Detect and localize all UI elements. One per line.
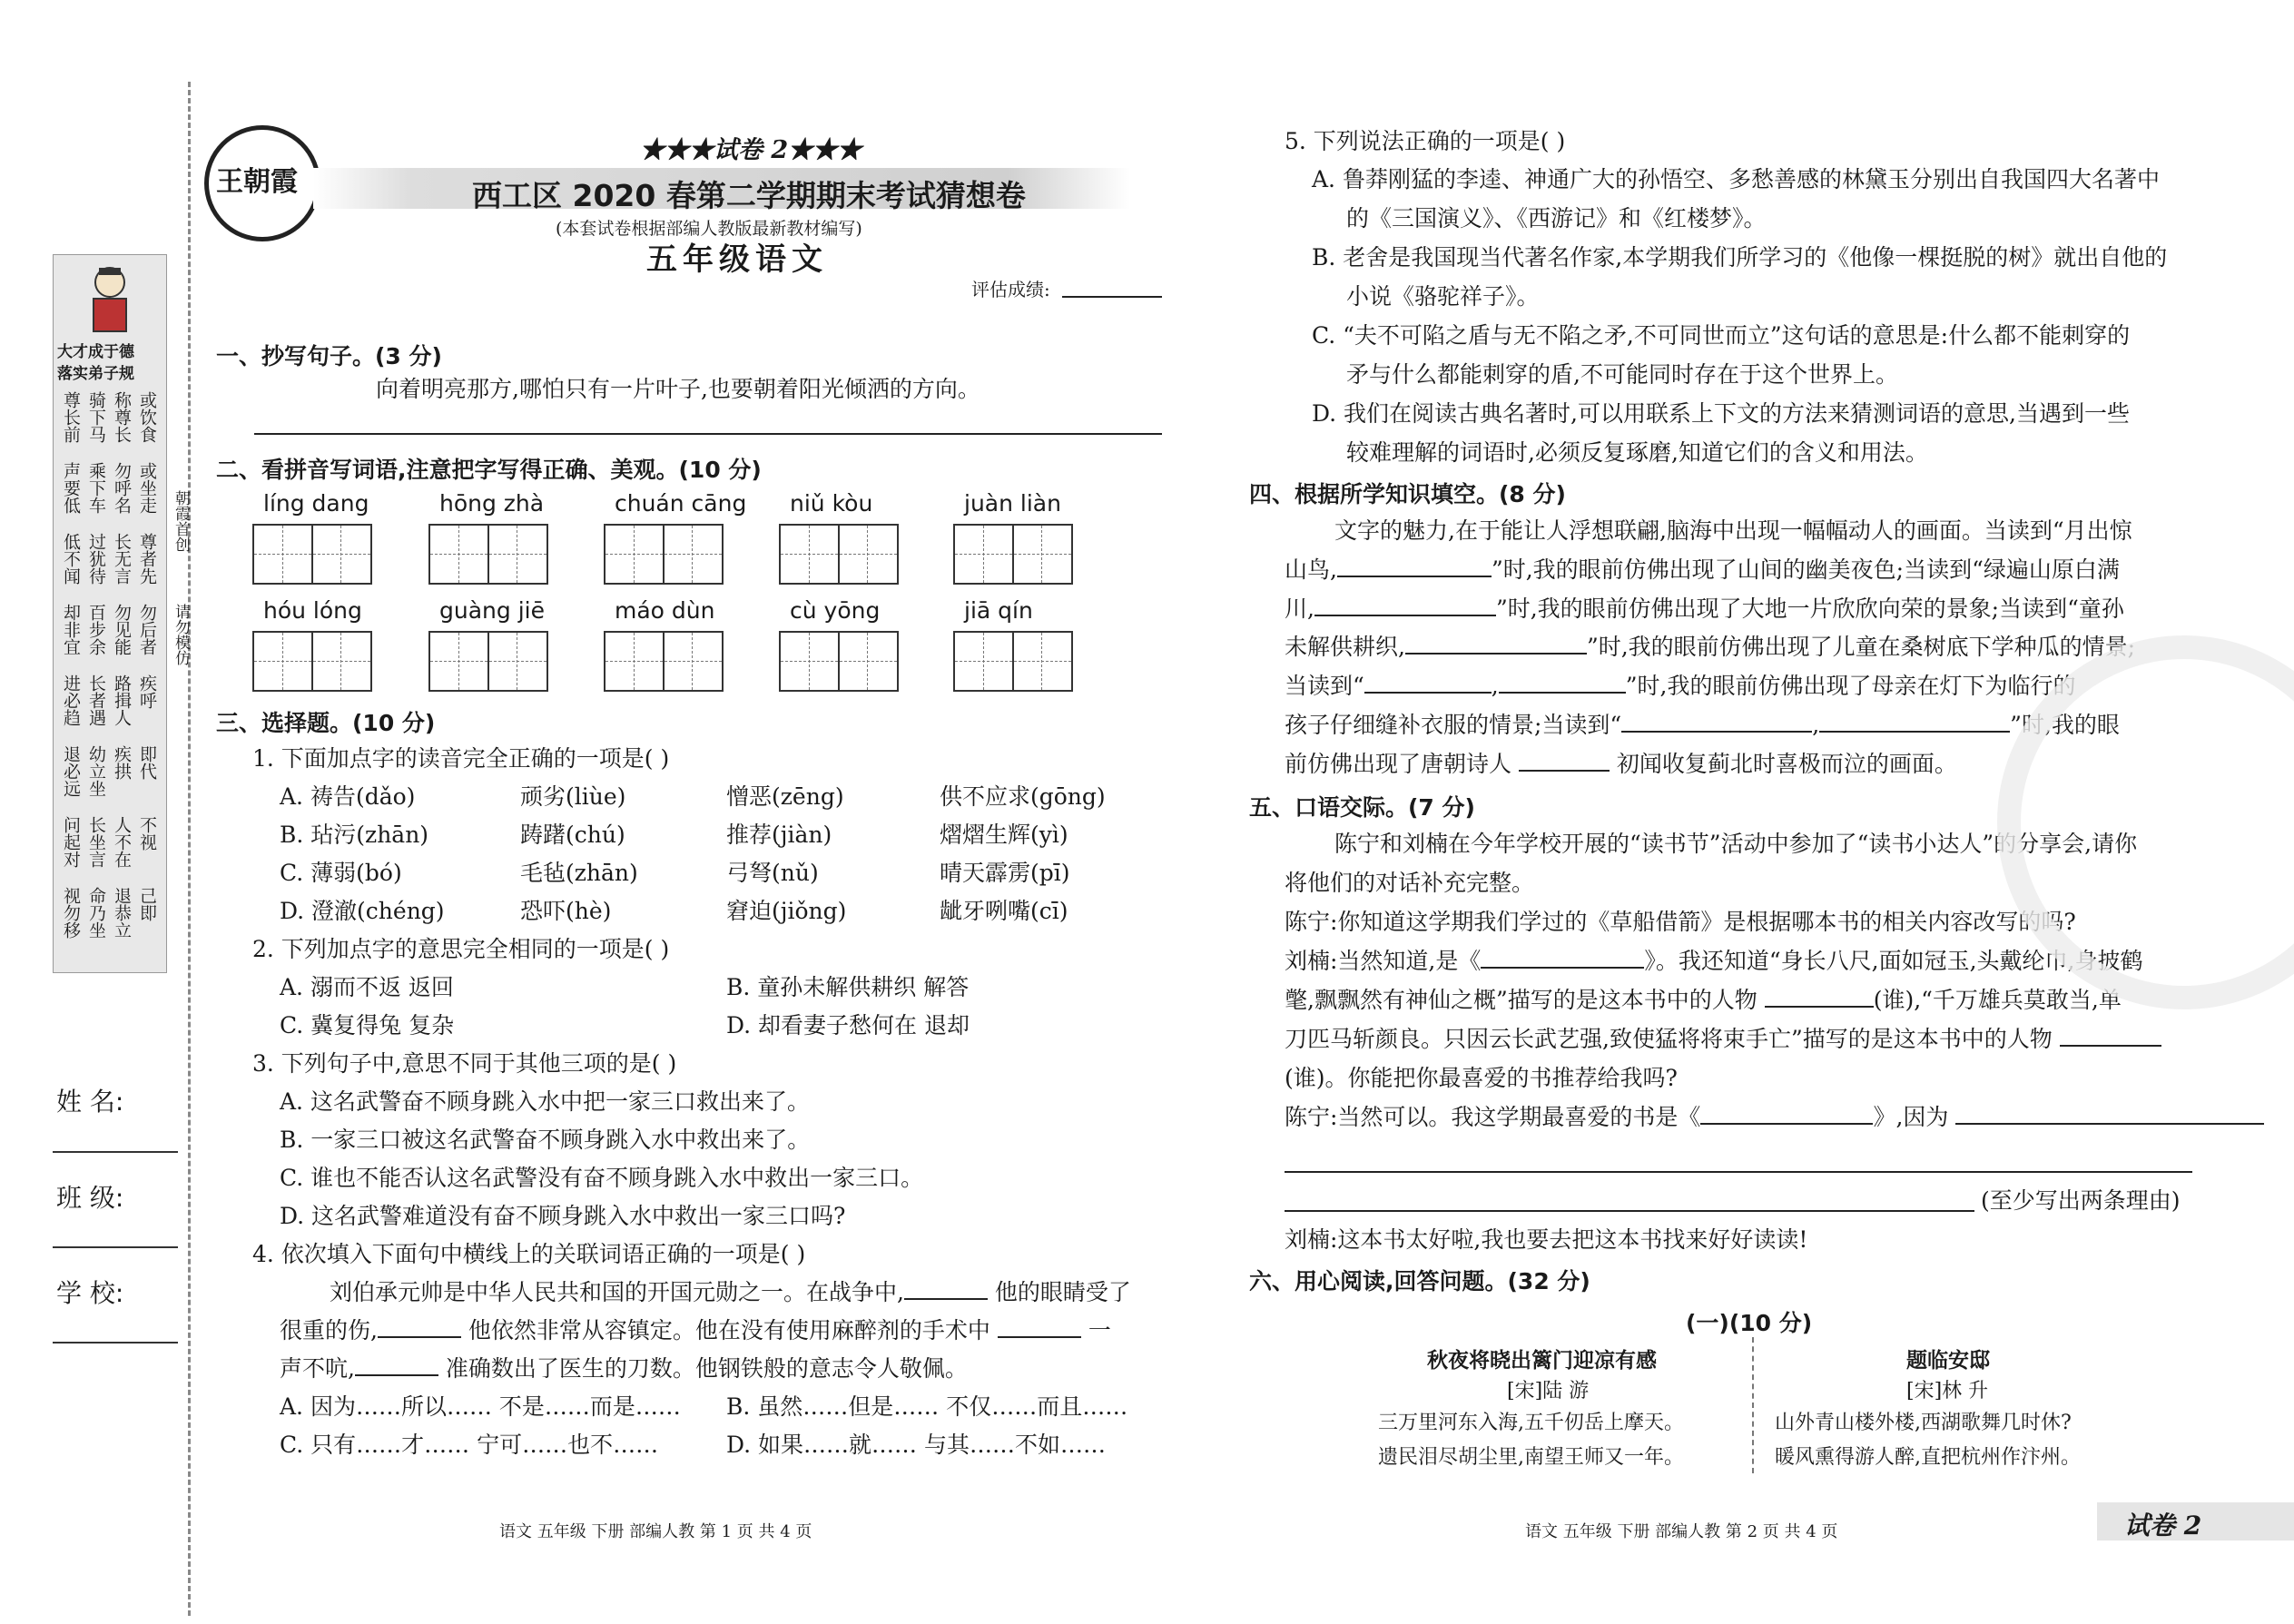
q4-text: 他依然非常从容镇定。他在没有使用麻醉剂的手术中	[468, 1317, 990, 1343]
s4-blank-6[interactable]	[1621, 731, 1812, 733]
cartoon-figure-icon	[83, 262, 137, 335]
s4-blank-4[interactable]	[1364, 692, 1492, 694]
q4-blank-3[interactable]	[998, 1336, 1081, 1338]
section-3-title: 三、选择题。(10 分)	[216, 710, 436, 736]
sidebar-motto-2: 落实弟子规	[57, 365, 134, 383]
s4-blank-5[interactable]	[1499, 692, 1626, 694]
q4-text: 刘伯承元帅是中华人民共和国的开国元勋之一。在战争中,	[330, 1279, 904, 1305]
q1-option: 恐吓(hè)	[520, 898, 612, 924]
q2-option: A. 溺而不返 返回	[280, 974, 454, 1000]
s5-text: 》,因为	[1873, 1104, 1949, 1130]
q4-passage-line2	[280, 1312, 1111, 1350]
sidebar-rule-column: 视勿移	[61, 887, 81, 939]
strip-label-1: 朝霞首创	[172, 490, 190, 552]
q2-option: C. 冀复得兔 复杂	[280, 1012, 455, 1038]
q1-option: 顽劣(liùe)	[520, 783, 626, 810]
sidebar-rule-column: 尊者先	[137, 533, 157, 585]
q1-option: B. 玷污(zhān)	[280, 822, 429, 848]
q4-option: C. 只有……才…… 宁可……也不……	[280, 1432, 659, 1458]
s4-text: ”时,我的眼前仿佛出现了大地一片欣欣向荣的景象;当读到“童孙	[1495, 595, 2124, 622]
q1-option: 推荐(jiàn)	[726, 822, 832, 848]
sidebar-motto-1: 大才成于德	[57, 343, 134, 361]
s5-reason-line-2[interactable]	[1285, 1171, 2192, 1173]
pinyin-label: hōng zhà	[439, 490, 545, 517]
sidebar-rule-column: 勿后者	[137, 604, 157, 655]
s4-text: ”时,我的眼前仿佛出现了母亲在灯下为临行的	[1625, 673, 2076, 699]
q3-stem: 3. 下列句子中,意思不同于其他三项的是( )	[252, 1050, 677, 1077]
left-footer: 语文 五年级 下册 部编人教 第 1 页 共 4 页	[499, 1522, 812, 1541]
q4-option: B. 虽然……但是…… 不仅……而且……	[726, 1393, 1128, 1420]
sidebar-rule-column: 低不闻	[61, 533, 81, 585]
sidebar-rule-column: 长无言	[112, 533, 132, 585]
school-field[interactable]	[53, 1342, 178, 1343]
q4-blank-2[interactable]	[378, 1336, 461, 1338]
sidebar-rule-column: 骑下马	[86, 391, 106, 443]
s5-line-2: 将他们的对话补充完整。	[1285, 870, 1535, 896]
sidebar-rule-column: 退必远	[61, 745, 81, 797]
s4-text: 初闻收复蓟北时喜极而泣的画面。	[1616, 751, 1957, 777]
sidebar-rule-column: 退恭立	[112, 887, 132, 939]
right-footer: 语文 五年级 下册 部编人教 第 2 页 共 4 页	[1525, 1522, 1838, 1541]
pinyin-label: juàn liàn	[964, 490, 1061, 517]
q4-passage-line3	[280, 1350, 968, 1388]
s4-text: 孩子仔细缝补衣服的情景;当读到“	[1285, 712, 1622, 738]
sidebar-rule-column: 却非宜	[61, 604, 81, 655]
sidebar-rule-column: 乘下车	[86, 462, 106, 514]
score-field[interactable]	[1062, 296, 1162, 298]
sidebar-rule-column: 问起对	[61, 816, 81, 868]
writing-grid[interactable]	[604, 524, 724, 585]
section-6-sub: (一)(10 分)	[1686, 1310, 1813, 1336]
sidebar-rule-column: 命乃坐	[86, 887, 106, 939]
writing-grid[interactable]	[779, 631, 899, 692]
q5-option-line: A. 鲁莽刚猛的李逵、神通广大的孙悟空、多愁善感的林黛玉分别出自我国四大名著中	[1312, 166, 2160, 192]
q1-option: 龇牙咧嘴(cī)	[940, 898, 1068, 924]
s5-blank-fav-book[interactable]	[1700, 1123, 1873, 1125]
q4-text: 准确数出了医生的刀数。他钢铁般的意志令人敬佩。	[445, 1355, 968, 1382]
s4-line-4	[1285, 628, 2135, 666]
section-4-title: 四、根据所学知识填空。(8 分)	[1249, 481, 1566, 507]
q1-option: 晴天霹雳(pī)	[940, 860, 1070, 886]
pinyin-label: líng dang	[263, 490, 369, 517]
s5-text: 陈宁:当然可以。我这学期最喜爱的书是《	[1285, 1104, 1701, 1130]
s4-text: 当读到“	[1285, 673, 1364, 699]
writing-grid[interactable]	[953, 631, 1073, 692]
q5-option-line: 小说《骆驼祥子》。	[1346, 283, 1540, 310]
s4-text: ,	[1812, 712, 1820, 738]
corner-tag-text: 试卷 2	[2124, 1511, 2202, 1540]
q1-stem: 1. 下面加点字的读音完全正确的一项是( )	[252, 745, 670, 772]
s4-line-1: 文字的魅力,在于能让人浮想联翩,脑海中出现一幅幅动人的画面。当读到“月出惊	[1334, 517, 2132, 544]
s5-blank-person-2[interactable]	[2060, 1045, 2161, 1047]
q5-option-line: B. 老舍是我国现当代著名作家,本学期我们所学习的《他像一棵挺脱的树》就出自他的	[1312, 244, 2168, 271]
class-label: 班 级:	[56, 1183, 124, 1213]
q1-option: 毛毡(zhān)	[520, 860, 638, 886]
s5-line-8	[1285, 1098, 2264, 1137]
logo-seal	[204, 125, 320, 241]
s4-line-6	[1285, 706, 2120, 744]
sidebar-rule-column: 长者遇	[86, 674, 106, 726]
s5-blank-person-1[interactable]	[1765, 1006, 1874, 1008]
q1-option: 熠熠生辉(yì)	[940, 822, 1068, 848]
s5-line-4	[1285, 942, 2143, 980]
writing-grid[interactable]	[428, 524, 548, 585]
binding-dashed-line	[188, 82, 191, 1616]
pinyin-label: hóu lóng	[263, 597, 362, 624]
sidebar-rule-column: 或坐走	[137, 462, 157, 514]
poem2-line-2: 暖风熏得游人醉,直把杭州作汴州。	[1775, 1446, 2081, 1469]
q4-text: 他的眼睛受了	[994, 1279, 1131, 1305]
q5-option-line: 矛与什么都能刺穿的盾,不可能同时存在于这个世界上。	[1346, 361, 1898, 388]
s4-blank-2[interactable]	[1314, 615, 1496, 616]
q3-option: B. 一家三口被这名武警奋不顾身跳入水中救出来了。	[280, 1127, 811, 1153]
s5-reason-line-3[interactable]	[1285, 1210, 1974, 1212]
sidebar-rule-column: 疾拱	[112, 745, 132, 780]
paper-title: 西工区 2020 春第二学期期末考试猜想卷	[472, 178, 1026, 213]
q4-passage-line1	[330, 1274, 1131, 1312]
sidebar-rule-column: 称尊长	[112, 391, 132, 443]
s4-text: ”时,我的眼	[2010, 712, 2120, 738]
sidebar-rule-column: 勿呼名	[112, 462, 132, 514]
school-label: 学 校:	[56, 1278, 124, 1308]
s5-blank-book[interactable]	[1481, 967, 1644, 969]
sidebar-rule-column: 长坐言	[86, 816, 106, 868]
s4-blank-7[interactable]	[1819, 731, 2010, 733]
s5-text: (谁),“千万雄兵莫敢当,单	[1873, 987, 2122, 1013]
writing-grid[interactable]	[604, 631, 724, 692]
strip-label-2: 请勿模仿	[172, 604, 190, 665]
name-field[interactable]	[53, 1151, 178, 1153]
q4-stem: 4. 依次填入下面句中横线上的关联词语正确的一项是( )	[252, 1241, 806, 1267]
s5-line-1: 陈宁和刘楠在今年学校开展的“读书节”活动中参加了“读书小达人”的分享会,请你	[1334, 831, 2138, 857]
sidebar-rule-column: 疾呼	[137, 674, 157, 709]
s5-line-9: 刘楠:这本书太好啦,我也要去把这本书找来好好读读!	[1285, 1226, 1808, 1253]
s5-reason-hint: (至少写出两条理由)	[1981, 1187, 2181, 1214]
q1-option: 窘迫(jiǒng)	[726, 898, 847, 924]
copy-answer-line[interactable]	[254, 433, 1162, 435]
q1-option: 憎恶(zēng)	[726, 783, 844, 810]
writing-grid[interactable]	[252, 631, 372, 692]
sidebar-rule-column: 尊长前	[61, 391, 81, 443]
score-label: 评估成绩:	[971, 279, 1050, 300]
poem1-title: 秋夜将晓出篱门迎凉有感	[1427, 1349, 1657, 1373]
paper-number: ★★★试卷 2★★★	[640, 136, 862, 164]
pinyin-label: cù yōng	[790, 597, 881, 624]
s4-line-7	[1285, 745, 1957, 783]
s4-line-3	[1285, 590, 2124, 628]
writing-grid[interactable]	[252, 524, 372, 585]
section-6-title: 六、用心阅读,回答问题。(32 分)	[1249, 1268, 1590, 1294]
poem2-author: [宋]林 升	[1906, 1380, 1989, 1403]
q5-option-line: 较难理解的词语时,必须反复琢磨,知道它们的含义和用法。	[1346, 439, 1928, 466]
q3-option: D. 这名武警难道没有奋不顾身跳入水中救出一家三口吗?	[280, 1203, 846, 1229]
class-field[interactable]	[53, 1246, 178, 1248]
s4-blank-8[interactable]	[1519, 770, 1610, 772]
sidebar-rule-column: 即代	[137, 745, 157, 780]
s5-line-7: (谁)。你能把你最喜爱的书推荐给我吗?	[1285, 1065, 1678, 1091]
sidebar-rule-column: 勿见能	[112, 604, 132, 655]
q5-option-line: 的《三国演义》、《西游记》和《红楼梦》。	[1346, 205, 1767, 231]
q5-stem: 5. 下列说法正确的一项是( )	[1285, 128, 1566, 154]
s4-line-5	[1285, 667, 2075, 705]
logo-text: 王朝霞	[216, 166, 298, 198]
sidebar-rule-column: 幼立坐	[86, 745, 106, 797]
q5-option-line: C. “夫不可陷之盾与无不陷之矛,不可同世而立”这句话的意思是:什么都不能刺穿的	[1312, 322, 2131, 349]
section-5-title: 五、口语交际。(7 分)	[1249, 794, 1475, 821]
sidebar-rule-column: 进必趋	[61, 674, 81, 726]
q4-text: 一	[1088, 1317, 1111, 1343]
pinyin-label: guàng jiē	[439, 597, 545, 624]
pinyin-label: jiā qín	[964, 597, 1033, 624]
q2-option: D. 却看妻子愁何在 退却	[726, 1012, 970, 1038]
poem1-line-1: 三万里河东入海,五千仞岳上摩天。	[1378, 1412, 1684, 1434]
sidebar-rule-column: 不视	[137, 816, 157, 851]
s4-blank-3[interactable]	[1405, 653, 1587, 655]
s5-text: 刘楠:当然知道,是《	[1285, 948, 1482, 974]
pinyin-label: máo dùn	[615, 597, 715, 624]
q1-option: C. 薄弱(bó)	[280, 860, 402, 886]
pinyin-label: chuán cāng	[615, 490, 747, 517]
s5-text: 》。我还知道“身长八尺,面如冠玉,头戴纶巾,身披鹤	[1644, 948, 2143, 974]
poem1-author: [宋]陆 游	[1507, 1380, 1590, 1403]
sidebar-rule-column: 百步余	[86, 604, 106, 655]
paper-subtitle: (本套试卷根据部编人教版最新教材编写)	[556, 219, 862, 239]
q4-blank-4[interactable]	[355, 1374, 438, 1376]
poem-divider	[1752, 1337, 1754, 1473]
name-label: 姓 名:	[56, 1087, 124, 1117]
q3-option: C. 谁也不能否认这名武警没有奋不顾身跳入水中救出一家三口。	[280, 1165, 924, 1191]
s5-text: 刀匹马斩颜良。只因云长武艺强,致使猛将将束手亡”描写的是这本书中的人物	[1285, 1026, 2053, 1052]
s5-text: 氅,飘飘然有神仙之概”描写的是这本书中的人物	[1285, 987, 1757, 1013]
q4-text: 声不吭,	[280, 1355, 355, 1382]
s4-line-2	[1285, 551, 2120, 589]
q4-option: D. 如果……就…… 与其……不如……	[726, 1432, 1106, 1458]
s4-text: 山鸟,	[1285, 556, 1337, 583]
q5-option-line: D. 我们在阅读古典名著时,可以用联系上下文的方法来猜测词语的意思,当遇到一些	[1312, 400, 2130, 427]
s4-text: 前仿佛出现了唐朝诗人	[1285, 751, 1512, 777]
q2-option: B. 童孙未解供耕织 解答	[726, 974, 970, 1000]
s5-line-6	[1285, 1020, 2161, 1058]
copy-sentence: 向着明亮那方,哪怕只有一片叶子,也要朝着阳光倾洒的方向。	[376, 376, 980, 402]
s4-text: ,	[1491, 673, 1499, 699]
s5-line-5	[1285, 981, 2122, 1019]
q4-text: 很重的伤,	[280, 1317, 378, 1343]
s5-line-3: 陈宁:你知道这学期我们学过的《草船借箭》是根据哪本书的相关内容改写的吗?	[1285, 909, 2076, 935]
poem2-line-1: 山外青山楼外楼,西湖歌舞几时休?	[1775, 1412, 2072, 1434]
q1-option: A. 祷告(dǎo)	[280, 783, 416, 810]
sidebar-rule-column: 己即	[137, 887, 157, 921]
subject-title: 五年级语文	[646, 241, 828, 278]
q3-option: A. 这名武警奋不顾身跳入水中把一家三口救出来了。	[280, 1088, 810, 1115]
q1-option: D. 澄澈(chéng)	[280, 898, 445, 924]
pinyin-label: niǔ kòu	[790, 490, 873, 517]
sidebar-panel	[53, 254, 167, 973]
sidebar-rule-column: 人不在	[112, 816, 132, 868]
sidebar-rule-column: 声要低	[61, 462, 81, 514]
q4-blank-1[interactable]	[904, 1298, 988, 1300]
s5-blank-reason[interactable]	[1955, 1123, 2264, 1125]
section-1-title: 一、抄写句子。(3 分)	[216, 343, 442, 369]
q1-option: 踌躇(chú)	[520, 822, 625, 848]
section-2-title: 二、看拼音写词语,注意把字写得正确、美观。(10 分)	[216, 457, 762, 483]
sidebar-rule-column: 过犹待	[86, 533, 106, 585]
s4-text: 川,	[1285, 595, 1314, 622]
q2-stem: 2. 下列加点字的意思完全相同的一项是( )	[252, 936, 670, 962]
writing-grid[interactable]	[779, 524, 899, 585]
s4-text: ”时,我的眼前仿佛出现了儿童在桑树底下学种瓜的情景;	[1586, 634, 2136, 660]
q4-option: A. 因为……所以…… 不是……而是……	[280, 1393, 681, 1420]
writing-grid[interactable]	[953, 524, 1073, 585]
writing-grid[interactable]	[428, 631, 548, 692]
s4-text: ”时,我的眼前仿佛出现了山间的幽美夜色;当读到“绿遍山原白满	[1491, 556, 2120, 583]
q1-option: 弓弩(nǔ)	[726, 860, 819, 886]
sidebar-rule-column: 路揖人	[112, 674, 132, 726]
corner-tag	[2097, 1502, 2294, 1540]
sidebar-rule-column: 或饮食	[137, 391, 157, 443]
poem1-line-2: 遗民泪尽胡尘里,南望王师又一年。	[1378, 1446, 1684, 1469]
s4-blank-1[interactable]	[1337, 576, 1492, 577]
s4-text: 未解供耕织,	[1285, 634, 1405, 660]
q1-option: 供不应求(gōng)	[940, 783, 1106, 810]
poem2-title: 题临安邸	[1906, 1349, 1990, 1373]
